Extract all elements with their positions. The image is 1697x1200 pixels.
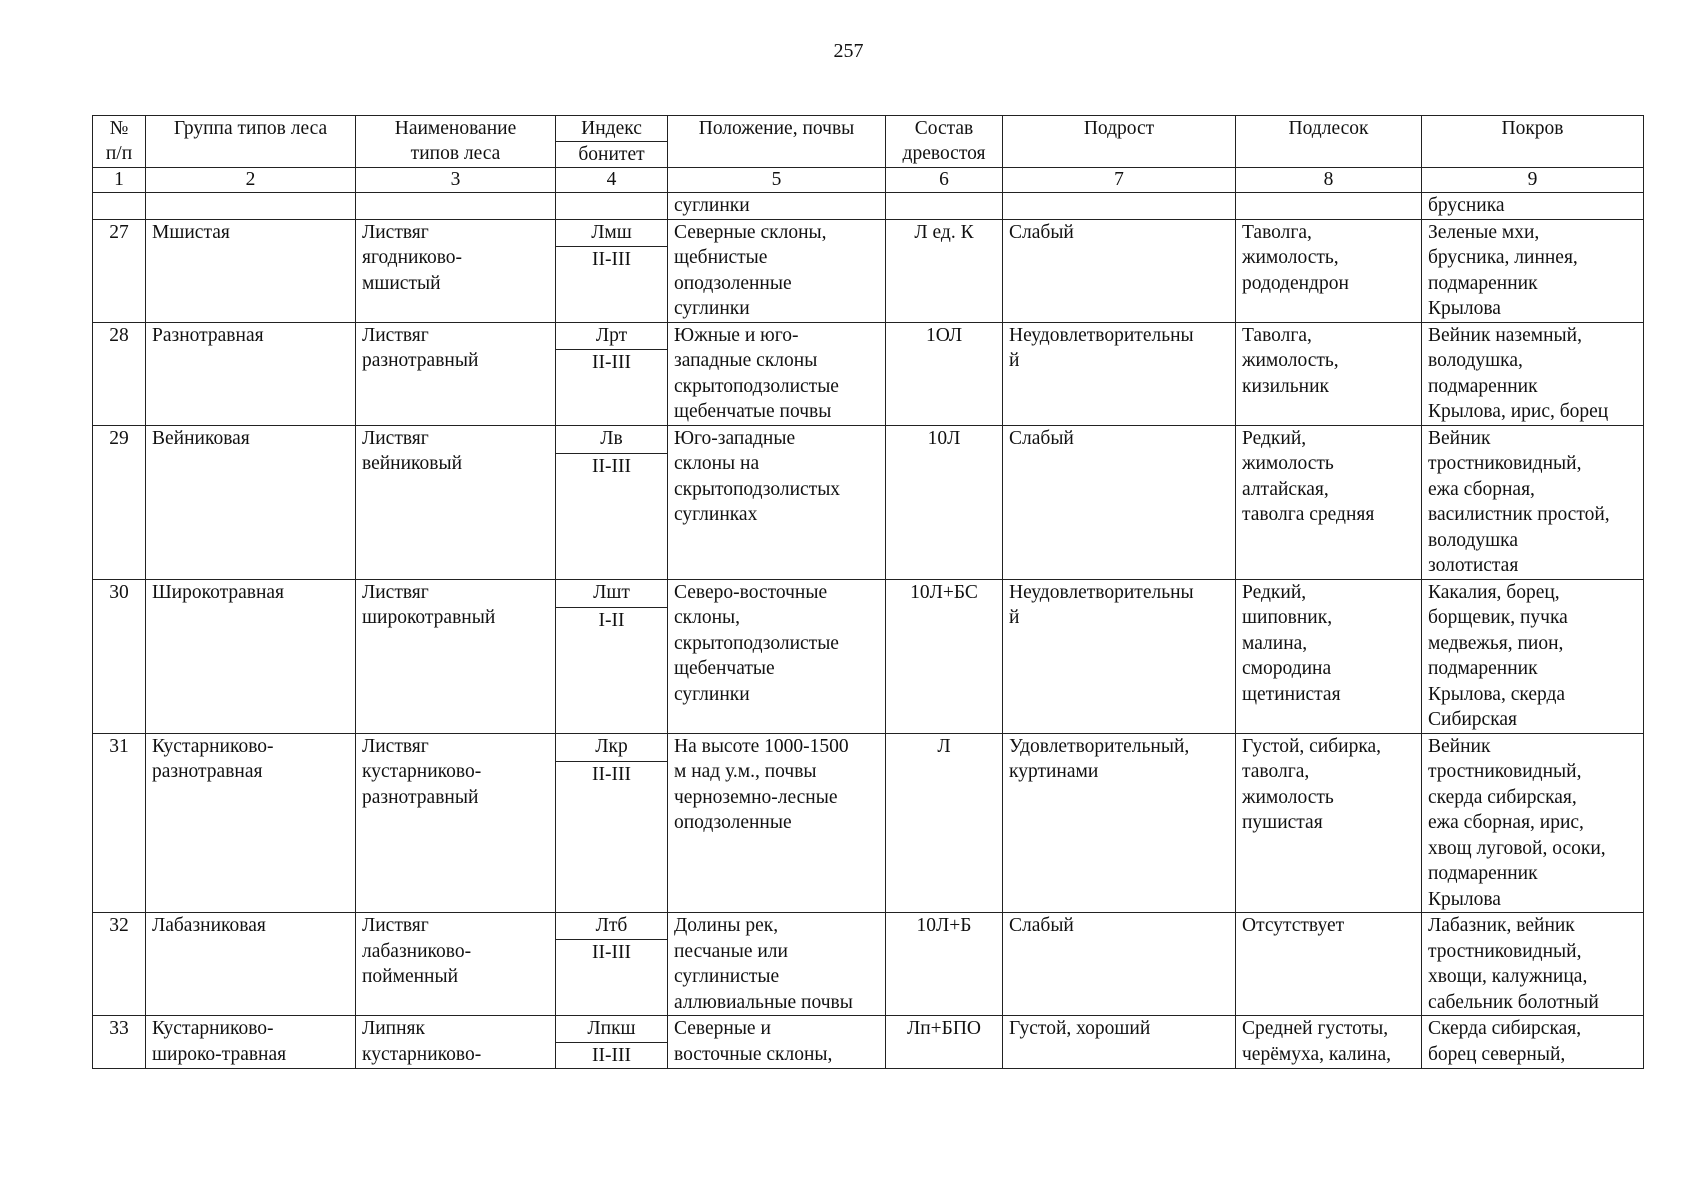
cell-empty	[146, 193, 356, 220]
cell-empty	[356, 193, 556, 220]
position-soils: На высоте 1000-1500 м над у.м., почвы черноземно-лесные оподзоленные	[668, 733, 886, 913]
header-position: Положение, почвы	[668, 116, 886, 168]
column-number: 4	[556, 168, 668, 193]
cell-empty	[1003, 193, 1236, 220]
bonitet: II-III	[556, 246, 668, 322]
stand-composition: 10Л+БС	[886, 579, 1003, 733]
undergrowth: Слабый	[1003, 219, 1236, 322]
position-soils: Северо-восточные склоны, скрытоподзолистые щебенчатые суглинки	[668, 579, 886, 733]
row-number: 33	[93, 1016, 146, 1069]
ground-cover: Вейник тростниковидный, ежа сборная, василистник простой, володушка золотистая	[1422, 425, 1644, 579]
table-row	[93, 733, 1644, 761]
stand-composition: Л	[886, 733, 1003, 913]
stand-composition: 10Л+Б	[886, 913, 1003, 1016]
header-group: Группа типов леса	[146, 116, 356, 168]
forest-group: Лабазниковая	[146, 913, 356, 1016]
stand-composition: Лп+БПО	[886, 1016, 1003, 1069]
table-row	[93, 425, 1644, 453]
understory: Средней густоты, черёмуха, калина,	[1236, 1016, 1422, 1069]
forest-group: Кустарниково- широко-травная	[146, 1016, 356, 1069]
stand-composition: Л ед. К	[886, 219, 1003, 322]
column-number-row	[93, 168, 1644, 193]
forest-type-name: Листвяг лабазниково- пойменный	[356, 913, 556, 1016]
undergrowth: Слабый	[1003, 425, 1236, 579]
stand-composition: 1ОЛ	[886, 322, 1003, 425]
forest-group: Разнотравная	[146, 322, 356, 425]
cell-empty	[556, 193, 668, 220]
row-number: 32	[93, 913, 146, 1016]
column-number: 6	[886, 168, 1003, 193]
column-number: 3	[356, 168, 556, 193]
continuation-cover: брусника	[1422, 193, 1644, 220]
position-soils: Юго-западные склоны на скрытоподзолистых суглинках	[668, 425, 886, 579]
bonitet: II-III	[556, 453, 668, 579]
column-number: 8	[1236, 168, 1422, 193]
position-soils: Долины рек, песчаные или суглинистые аллювиальные почвы	[668, 913, 886, 1016]
undergrowth: Неудовлетворительны й	[1003, 322, 1236, 425]
forest-type-name: Листвяг широкотравный	[356, 579, 556, 733]
type-index: Лкр	[556, 733, 668, 761]
position-soils: Северные склоны, щебнистые оподзоленные суглинки	[668, 219, 886, 322]
bonitet: II-III	[556, 349, 668, 425]
table-row	[93, 913, 1644, 940]
type-index: Лмш	[556, 219, 668, 246]
row-number: 29	[93, 425, 146, 579]
cell-empty	[1236, 193, 1422, 220]
table-row	[93, 579, 1644, 607]
header-row	[93, 116, 1644, 142]
column-number: 5	[668, 168, 886, 193]
continuation-row	[93, 193, 1644, 220]
ground-cover: Зеленые мхи, брусника, линнея, подмаренник Крылова	[1422, 219, 1644, 322]
column-number: 9	[1422, 168, 1644, 193]
forest-types-table	[92, 115, 1644, 1069]
cell-empty	[93, 193, 146, 220]
header-understory: Подлесок	[1236, 116, 1422, 168]
type-index: Лшт	[556, 579, 668, 607]
position-soils: Северные и восточные склоны,	[668, 1016, 886, 1069]
bonitet: I-II	[556, 607, 668, 733]
row-number: 28	[93, 322, 146, 425]
header-composition: Состав древостоя	[886, 116, 1003, 168]
ground-cover: Какалия, борец, борщевик, пучка медвежья, пион, подмаренник Крылова, скерда Сибирская	[1422, 579, 1644, 733]
undergrowth: Слабый	[1003, 913, 1236, 1016]
undergrowth: Густой, хороший	[1003, 1016, 1236, 1069]
ground-cover: Вейник наземный, володушка, подмаренник Крылова, ирис, борец	[1422, 322, 1644, 425]
row-number: 27	[93, 219, 146, 322]
forest-type-name: Листвяг разнотравный	[356, 322, 556, 425]
undergrowth: Неудовлетворительны й	[1003, 579, 1236, 733]
understory: Таволга, жимолость, кизильник	[1236, 322, 1422, 425]
cell-empty	[886, 193, 1003, 220]
understory: Таволга, жимолость, рододендрон	[1236, 219, 1422, 322]
column-number: 2	[146, 168, 356, 193]
forest-type-name: Липняк кустарниково-	[356, 1016, 556, 1069]
header-undergrowth: Подрост	[1003, 116, 1236, 168]
undergrowth: Удовлетворительный, куртинами	[1003, 733, 1236, 913]
type-index: Лрт	[556, 322, 668, 349]
header-bonitet: бонитет	[556, 142, 668, 168]
understory: Редкий, шиповник, малина, смородина щетинистая	[1236, 579, 1422, 733]
position-soils: Южные и юго- западные склоны скрытоподзолистые щебенчатые почвы	[668, 322, 886, 425]
column-number: 7	[1003, 168, 1236, 193]
forest-type-name: Листвяг вейниковый	[356, 425, 556, 579]
understory: Отсутствует	[1236, 913, 1422, 1016]
understory: Редкий, жимолость алтайская, таволга средняя	[1236, 425, 1422, 579]
forest-type-name: Листвяг ягодниково- мшистый	[356, 219, 556, 322]
table-row	[93, 219, 1644, 246]
understory: Густой, сибирка, таволга, жимолость пушистая	[1236, 733, 1422, 913]
stand-composition: 10Л	[886, 425, 1003, 579]
table-row	[93, 1016, 1644, 1043]
forest-group: Вейниковая	[146, 425, 356, 579]
header-name: Наименование типов леса	[356, 116, 556, 168]
page-number: 257	[833, 40, 864, 62]
type-index: Лв	[556, 425, 668, 453]
forest-group: Кустарниково- разнотравная	[146, 733, 356, 913]
forest-group: Широкотравная	[146, 579, 356, 733]
bonitet: II-III	[556, 1042, 668, 1069]
header-cover: Покров	[1422, 116, 1644, 168]
type-index: Лпкш	[556, 1016, 668, 1043]
type-index: Лтб	[556, 913, 668, 940]
bonitet: II-III	[556, 940, 668, 1016]
header-num: № п/п	[93, 116, 146, 168]
column-number: 1	[93, 168, 146, 193]
continuation-position: суглинки	[668, 193, 886, 220]
table-body	[93, 116, 1644, 1069]
ground-cover: Скерда сибирская, борец северный,	[1422, 1016, 1644, 1069]
ground-cover: Вейник тростниковидный, скерда сибирская, ежа сборная, ирис, хвощ луговой, осоки, подмаренник Крылова	[1422, 733, 1644, 913]
header-index: Индекс	[556, 116, 668, 142]
row-number: 31	[93, 733, 146, 913]
ground-cover: Лабазник, вейник тростниковидный, хвощи, калужница, сабельник болотный	[1422, 913, 1644, 1016]
table-row	[93, 322, 1644, 349]
forest-type-name: Листвяг кустарниково- разнотравный	[356, 733, 556, 913]
row-number: 30	[93, 579, 146, 733]
forest-group: Мшистая	[146, 219, 356, 322]
bonitet: II-III	[556, 761, 668, 912]
